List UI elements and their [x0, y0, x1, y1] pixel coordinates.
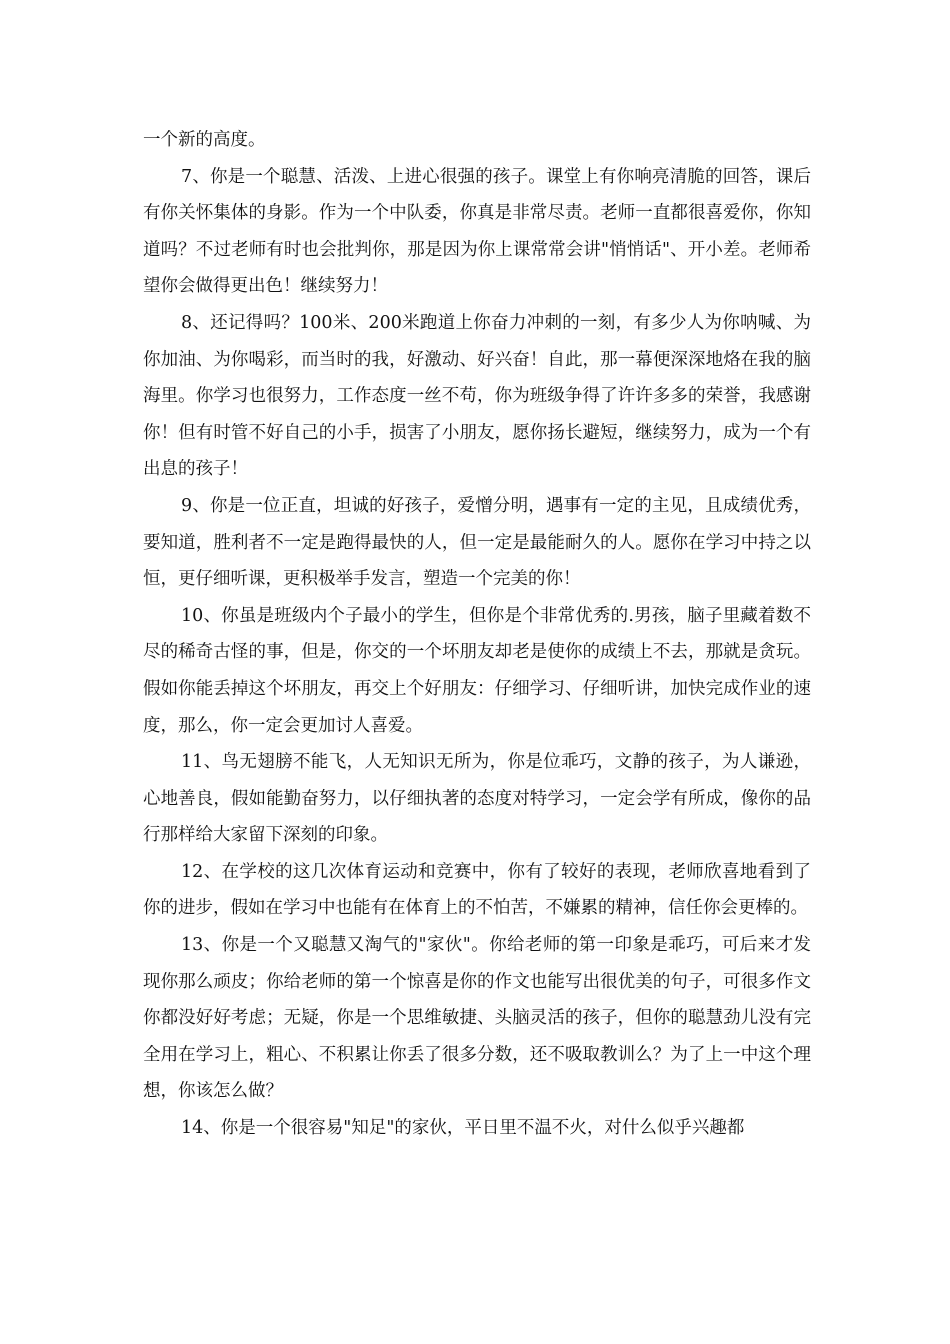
document-body [143, 122, 811, 1147]
paragraph-14: 14、你是一个很容易"知足"的家伙，平日里不温不火，对什么似乎兴趣都 [181, 1118, 745, 1139]
paragraph-11: 11、鸟无翅膀不能飞，人无知识无所为，你是位乖巧，文静的孩子，为人谦逊，心地善良，假如能勤奋努力，以仔细执著的态度对特学习，一定会学有所成，像你的品行那样给大家留下深刻的印象。 [143, 752, 811, 846]
paragraph-8: 8、还记得吗？100米、200米跑道上你奋力冲刺的一刻，有多少人为你呐喊、为你加油、为你喝彩，而当时的我，好激动、好兴奋！自此，那一幕便深深地烙在我的脑海里。你学习也很努力，工作态度一丝不苟，你为班级争得了许许多多的荣誉，我感谢你！但有时管不好自己的小手，损害了小朋友，愿你扬长避短，继续努力，成为一个有出息的孩子！ [143, 312, 811, 480]
paragraph-7: 7、你是一个聪慧、活泼、上进心很强的孩子。课堂上有你响亮清脆的回答，课后有你关怀集体的身影。作为一个中队委，你真是非常尽责。老师一直都很喜爱你，你知道吗？不过老师有时也会批判你，那是因为你上课常常会讲"悄悄话"、开小差。老师希望你会做得更出色！继续努力！ [143, 166, 811, 297]
paragraph-continuation: 一个新的高度。 [143, 130, 266, 150]
paragraph-10: 10、你虽是班级内个子最小的学生，但你是个非常优秀的.男孩，脑子里藏着数不尽的稀奇古怪的事，但是，你交的一个坏朋友却老是使你的成绩上不去，那就是贪玩。假如你能丢掉这个坏朋友，再交上个好朋友：仔细学习、仔细听讲，加快完成作业的速度，那么，你一定会更加讨人喜爱。 [143, 605, 811, 736]
paragraph-12: 12、在学校的这几次体育运动和竞赛中，你有了较好的表现，老师欣喜地看到了你的进步，假如在学习中也能有在体育上的不怕苦，不嫌累的精神，信任你会更棒的。 [143, 861, 811, 919]
paragraph-9: 9、你是一位正直，坦诚的好孩子，爱憎分明，遇事有一定的主见，且成绩优秀，要知道，胜利者不一定是跑得最快的人，但一定是最能耐久的人。愿你在学习中持之以恒，更仔细听课，更积极举手发言，塑造一个完美的你！ [143, 495, 811, 590]
paragraph-13: 13、你是一个又聪慧又淘气的"家伙"。你给老师的第一印象是乖巧，可后来才发现你那么顽皮；你给老师的第一个惊喜是你的作文也能写出很优美的句子，可很多作文你都没好好考虑；无疑，你是一个思维敏捷、头脑灵活的孩子，但你的聪慧劲儿没有完全用在学习上，粗心、不积累让你丢了很多分数，还不吸取教训么？为了上一中这个理想，你该怎么做？ [143, 935, 811, 1102]
